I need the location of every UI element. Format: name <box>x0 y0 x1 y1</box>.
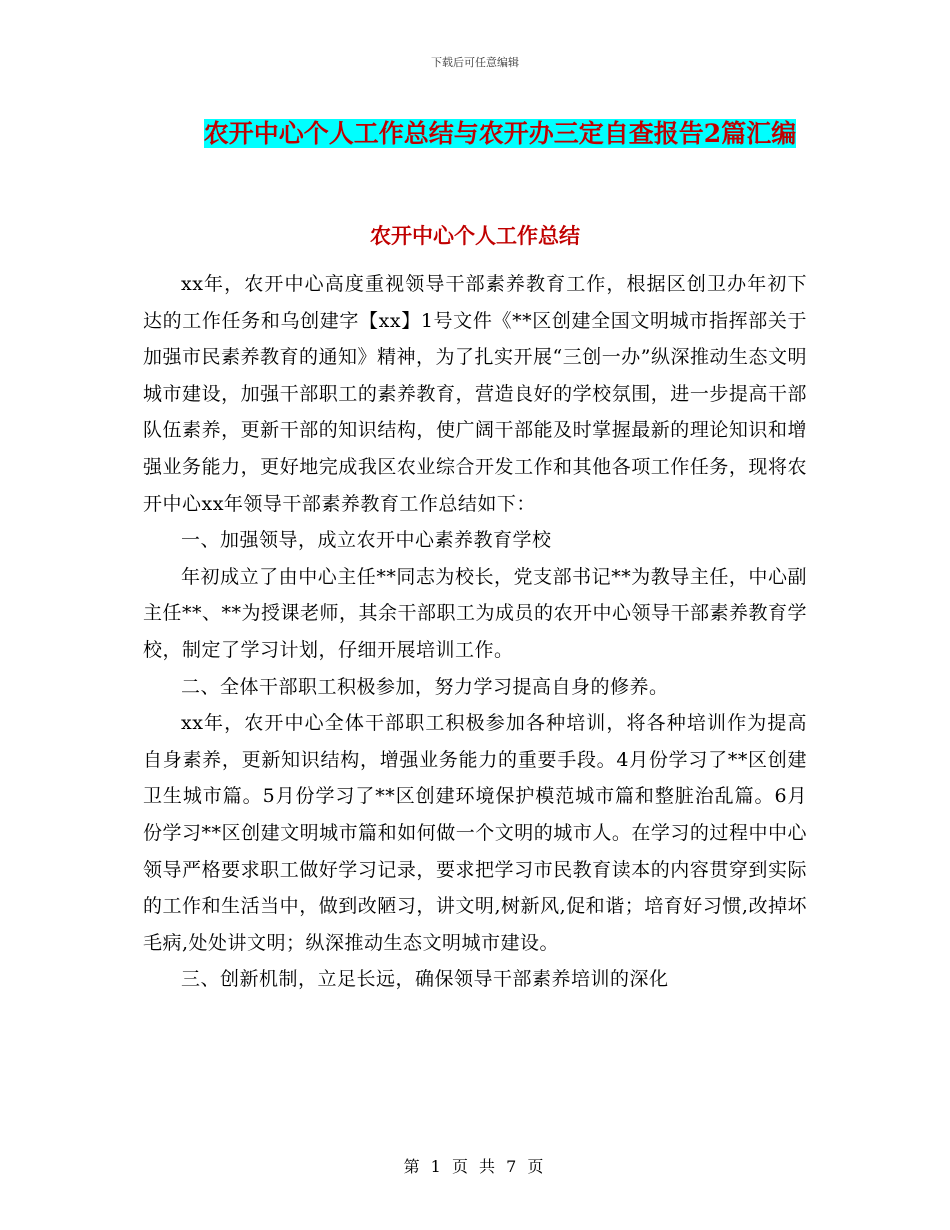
body-heading-1: 一、加强领导，成立农开中心素养教育学校 <box>181 529 552 552</box>
body-heading-2: 二、全体干部职工积极参加，努力学习提高自身的修养。 <box>181 675 669 698</box>
body-paragraph: xx年，农开中心全体干部职工积极参加各种培训，将各种培训作为提高自身素养，更新知识结构，增强业务能力的重要手段。4月份学习了**区创建卫生城市篇。5月份学习了**区创建环境保护模范城市篇和整脏治乱篇。6月份学习**区创建文明城市篇和如何做一个文明的城市人。在学习的过程中中心领导严格要求职工做好学习记录，要求把学习市民教育读本的内容贯穿到实际的工作和生活当中，做到改陋习，讲文明,树新风,促和谐；培育好习惯,改掉坏毛病,处处讲文明；纵深推动生态文明城市建设。 <box>143 712 807 954</box>
body-heading-3: 三、创新机制，立足长远，确保领导干部素养培训的深化 <box>181 968 669 991</box>
header-note: 下载后可任意编辑 <box>431 56 519 69</box>
document-title <box>190 110 810 158</box>
section-title: 农开中心个人工作总结 <box>370 223 580 248</box>
body-paragraph: 年初成立了由中心主任**同志为校长，党支部书记**为教导主任，中心副主任**、**为授课老师，其余干部职工为成员的农开中心领导干部素养教育学校，制定了学习计划，仔细开展培训工作。 <box>143 565 808 661</box>
document-body <box>143 266 807 998</box>
page-number: 第 1 页 共 7 页 <box>403 1157 547 1176</box>
body-paragraph: xx年，农开中心高度重视领导干部素养教育工作，根据区创卫办年初下达的工作任务和乌创建字【xx】1号文件《**区创建全国文明城市指挥部关于加强市民素养教育的通知》精神，为了扎实开展“三创一办”纵深推动生态文明城市建设，加强干部职工的素养教育，营造良好的学校氛围，进一步提高干部队伍素养，更新干部的知识结构，使广阔干部能及时掌握最新的理论知识和增强业务能力，更好地完成我区农业综合开发工作和其他各项工作任务，现将农开中心xx年领导干部素养教育工作总结如下： <box>143 273 807 515</box>
document-title-text: 农开中心个人工作总结与农开办三定自查报告2篇汇编 <box>203 119 797 148</box>
